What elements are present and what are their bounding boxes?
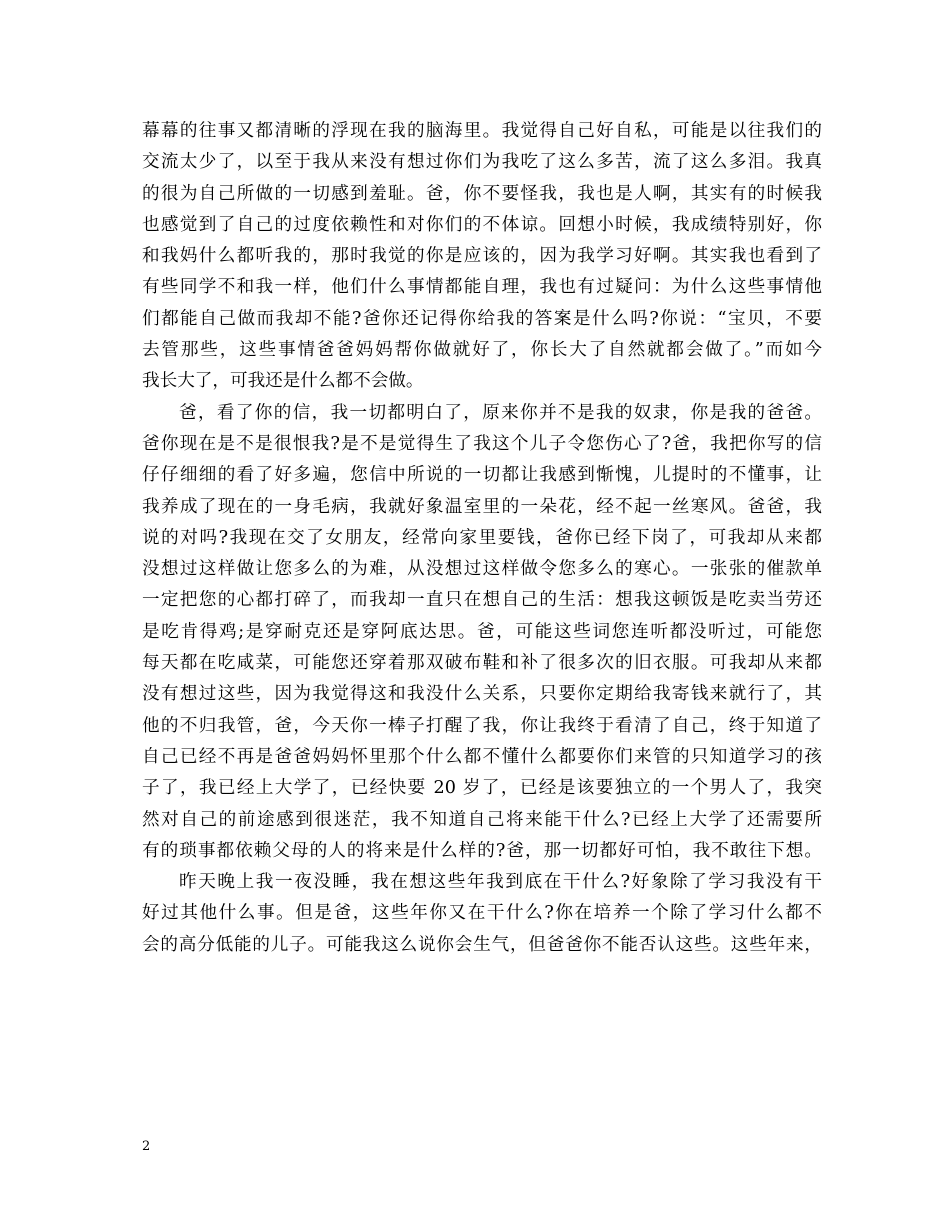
text-line: 会的高分低能的儿子。可能我这么说你会生气，但爸爸你不能否认这些。这些年来， — [142, 934, 822, 955]
text-line: 有的琐事都依赖父母的人的将来是什么样的?爸，那一切都好可怕，我不敢往下想。 — [142, 840, 822, 861]
text-line: 们都能自己做而我却不能?爸你还记得你给我的答案是什么吗?你说：“宝贝，不要 — [142, 308, 822, 329]
text-line: 昨天晚上我一夜没睡，我在想这些年我到底在干什么?好象除了学习我没有干 — [179, 872, 822, 893]
text-line: 幕幕的往事又都清晰的浮现在我的脑海里。我觉得自己好自私，可能是以往我们的 — [142, 121, 822, 141]
text-line: 爸，看了你的信，我一切都明白了，原来你并不是我的奴隶，你是我的爸爸。 — [179, 402, 822, 423]
text-line: 爸你现在是不是很恨我?是不是觉得生了我这个儿子令您伤心了?爸，我把你写的信 — [142, 433, 822, 454]
text-line: 交流太少了，以至于我从来没有想过你们为我吃了这么多苦，流了这么多泪。我真 — [142, 152, 822, 173]
text-line: 没想过这样做让您多么的为难，从没想过这样做令您多么的寒心。一张张的催款单 — [142, 559, 822, 580]
text-line: 我养成了现在的一身毛病，我就好象温室里的一朵花，经不起一丝寒风。爸爸，我 — [142, 496, 822, 517]
text-line: 说的对吗?我现在交了女朋友，经常向家里要钱，爸你已经下岗了，可我却从来都 — [142, 527, 822, 548]
text-line: 的很为自己所做的一切感到羞耻。爸，你不要怪我，我也是人啊，其实有的时候我 — [142, 183, 822, 204]
text-line: 仔仔细细的看了好多遍，您信中所说的一切都让我感到惭愧，儿提时的不懂事，让 — [142, 465, 822, 486]
text-line: 是吃肯得鸡;是穿耐克还是穿阿底达思。爸，可能这些词您连听都没听过，可能您 — [142, 621, 822, 642]
text-line: 他的不归我管，爸，今天你一棒子打醒了我，你让我终于看清了自己，终于知道了 — [142, 715, 822, 736]
text-line: 自己已经不再是爸爸妈妈怀里那个什么都不懂什么都要你们来管的只知道学习的孩 — [142, 746, 822, 767]
text-line: 一定把您的心都打碎了，而我却一直只在想自己的生活：想我这顿饭是吃卖当劳还 — [142, 590, 822, 611]
text-line: 好过其他什么事。但是爸，这些年你又在干什么?你在培养一个除了学习什么都不 — [142, 903, 822, 924]
text-line: 去管那些，这些事情爸爸妈妈帮你做就好了，你长大了自然就都会做了。”而如今 — [142, 340, 822, 361]
text-line: 也感觉到了自己的过度依赖性和对你们的不体谅。回想小时候，我成绩特别好，你 — [142, 214, 822, 235]
text-line: 子了，我已经上大学了，已经快要 20 岁了，已经是该要独立的一个男人了，我突 — [142, 778, 822, 799]
text-line: 没有想过这些，因为我觉得这和我没什么关系，只要你定期给我寄钱来就行了，其 — [142, 684, 822, 705]
page-number: 2 — [142, 1139, 151, 1154]
text-line: 每天都在吃咸菜，可能您还穿着那双破布鞋和补了很多次的旧衣服。可我却从来都 — [142, 653, 822, 674]
text-line: 我长大了，可我还是什么都不会做。 — [142, 371, 424, 392]
body-text — [142, 116, 822, 961]
text-line: 和我妈什么都听我的，那时我觉的你是应该的，因为我学习好啊。其实我也看到了 — [142, 246, 822, 267]
text-line: 然对自己的前途感到很迷茫，我不知道自己将来能干什么?已经上大学了还需要所 — [142, 809, 822, 830]
text-line: 有些同学不和我一样，他们什么事情都能自理，我也有过疑问：为什么这些事情他 — [142, 277, 822, 298]
